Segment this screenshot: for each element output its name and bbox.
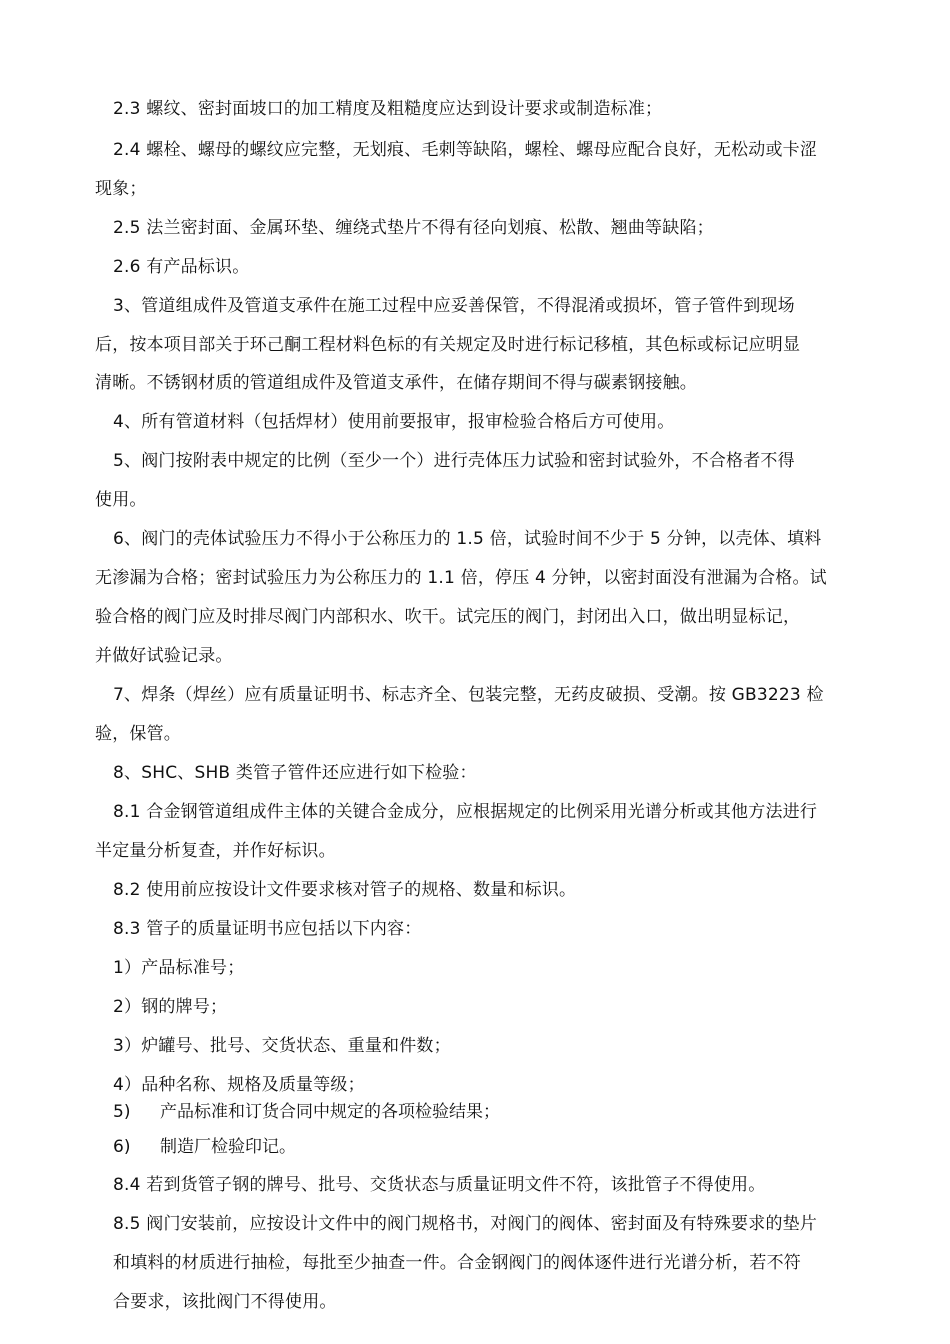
paragraph-line: 后，按本项目部关于环己酮工程材料色标的有关规定及时进行标记移植，其色标或标记应明显	[95, 335, 801, 355]
paragraph-line: 无渗漏为合格；密封试验压力为公称压力的 1.1 倍，停压 4 分钟，以密封面没有泄漏为合格。试	[95, 568, 827, 588]
paragraph-line: 7、焊条（焊丝）应有质量证明书、标志齐全、包装完整，无药皮破损、受潮。按 GB3223 检	[113, 685, 824, 705]
paragraph-line: 8、SHC、SHB 类管子管件还应进行如下检验：	[113, 763, 477, 783]
paragraph-line: 8.5 阀门安装前，应按设计文件中的阀门规格书，对阀门的阀体、密封面及有特殊要求的垫片	[113, 1214, 818, 1234]
paragraph-line: 8.1 合金钢管道组成件主体的关键合金成分，应根据规定的比例采用光谱分析或其他方法进行	[113, 802, 818, 822]
paragraph-line: 6、阀门的壳体试验压力不得小于公称压力的 1.5 倍，试验时间不少于 5 分钟，以壳体、填料	[113, 529, 822, 549]
list-item: 2）钢的牌号；	[113, 997, 228, 1017]
list-item: 产品标准和订货合同中规定的各项检验结果；	[160, 1102, 500, 1122]
list-item: 4）品种名称、规格及质量等级；	[113, 1075, 365, 1095]
paragraph-line: 合要求，该批阀门不得使用。	[113, 1292, 337, 1312]
paragraph-line: 2.4 螺栓、螺母的螺纹应完整，无划痕、毛刺等缺陷，螺栓、螺母应配合良好，无松动或卡涩	[113, 140, 818, 160]
paragraph-line: 8.3 管子的质量证明书应包括以下内容：	[113, 919, 422, 939]
paragraph-line: 3、管道组成件及管道支承件在施工过程中应妥善保管，不得混淆或损坏，管子管件到现场	[113, 296, 795, 316]
paragraph-line: 验合格的阀门应及时排尽阀门内部积水、吹干。试完压的阀门，封闭出入口，做出明显标记，	[95, 607, 801, 627]
list-number: 5)	[113, 1102, 131, 1122]
paragraph-line: 现象；	[95, 179, 147, 199]
paragraph-line: 2.5 法兰密封面、金属环垫、缠绕式垫片不得有径向划痕、松散、翘曲等缺陷；	[113, 218, 714, 238]
list-item: 1）产品标准号；	[113, 958, 245, 978]
paragraph-line: 使用。	[95, 490, 147, 510]
paragraph-line: 和填料的材质进行抽检，每批至少抽查一件。合金钢阀门的阀体逐件进行光谱分析，若不符	[113, 1253, 801, 1273]
paragraph-line: 清晰。不锈钢材质的管道组成件及管道支承件，在储存期间不得与碳素钢接触。	[95, 373, 697, 393]
paragraph-line: 2.3 螺纹、密封面坡口的加工精度及粗糙度应达到设计要求或制造标准；	[113, 99, 663, 119]
list-item: 制造厂检验印记。	[160, 1137, 296, 1157]
paragraph-line: 8.4 若到货管子钢的牌号、批号、交货状态与质量证明文件不符，该批管子不得使用。	[113, 1175, 766, 1195]
paragraph-line: 5、阀门按附表中规定的比例（至少一个）进行壳体压力试验和密封试验外，不合格者不得	[113, 451, 795, 471]
paragraph-line: 半定量分析复查，并作好标识。	[95, 841, 336, 861]
paragraph-line: 并做好试验记录。	[95, 646, 233, 666]
list-item: 3）炉罐号、批号、交货状态、重量和件数；	[113, 1036, 451, 1056]
paragraph-line: 4、所有管道材料（包括焊材）使用前要报审，报审检验合格后方可使用。	[113, 412, 675, 432]
paragraph-line: 8.2 使用前应按设计文件要求核对管子的规格、数量和标识。	[113, 880, 577, 900]
paragraph-line: 验，保管。	[95, 724, 181, 744]
paragraph-line: 2.6 有产品标识。	[113, 257, 250, 277]
list-number: 6)	[113, 1137, 131, 1157]
